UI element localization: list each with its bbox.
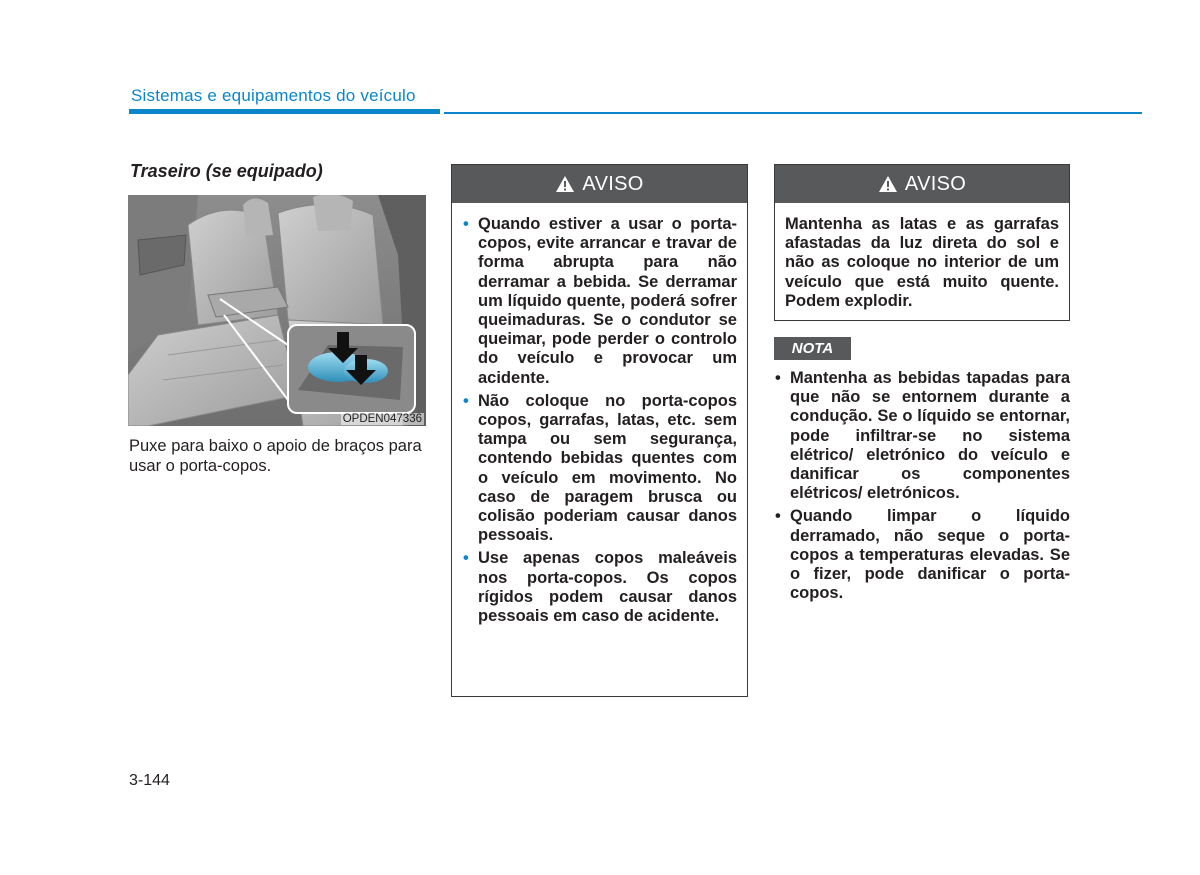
page-number: 3-144 — [129, 772, 170, 789]
warning-header-2 — [775, 165, 1069, 203]
warning-header-1 — [452, 165, 747, 203]
running-header: Sistemas e equipamentos do veículo — [131, 86, 416, 105]
description-text: Puxe para baixo o apoio de braços para usar o porta-copos. — [129, 437, 422, 475]
warning-triangle-icon — [555, 175, 575, 193]
note-list — [774, 369, 1070, 607]
warning-item: • Quando estiver a usar o porta-copos, evite arrancar e travar de forma abrupta para não derramar a bebida. Se derramar um líquido quente, poderá sofrer queimaduras. Se o condutor se queimar, pode perder o controlo do veículo e provocar um acidente. — [462, 215, 737, 388]
warning-triangle-icon — [878, 175, 898, 193]
section-heading: Traseiro (se equipado) — [130, 161, 323, 181]
rear-seat-cupholder-illustration — [128, 195, 426, 426]
warning-item: • Use apenas copos maleáveis nos porta-copos. Os copos rígidos podem causar danos pessoais em caso de acidente. — [462, 549, 737, 626]
warning-box-1 — [451, 164, 748, 697]
header-rule-thin — [444, 112, 1142, 114]
warning-item: • Não coloque no porta-copos copos, garrafas, latas, etc. sem tampa ou sem segurança, contendo bebidas quentes com o veículo em movimento. No caso de paragem brusca ou colisão poderiam causar danos pessoais. — [462, 392, 737, 546]
warning-title-1: AVISO — [582, 172, 644, 195]
warning-title-2: AVISO — [904, 172, 967, 195]
warning-box-2 — [774, 164, 1070, 321]
header-rule-thick — [129, 109, 440, 114]
note-item: • Mantenha as bebidas tapadas para que não se entornem durante a condução. Se o líquido se entornar, pode infiltrar-se no sistema elétrico/ eletrónico do veículo e danificar os componentes elétricos/ eletrónicos. — [774, 369, 1070, 503]
note-badge: NOTA — [774, 337, 851, 360]
warning-body-2: Mantenha as latas e as garrafas afastadas da luz direta do sol e não as coloque no interior de um veículo que está muito quente. Podem explodir. — [785, 215, 1059, 310]
warning-body-1 — [452, 203, 747, 626]
figure-code: OPDEN047336 — [342, 413, 422, 425]
car-interior-drawing — [128, 195, 426, 426]
note-item: • Quando limpar o líquido derramado, não seque o porta-copos a temperaturas elevadas. Se o fizer, pode danificar o porta-copos. — [774, 507, 1070, 603]
